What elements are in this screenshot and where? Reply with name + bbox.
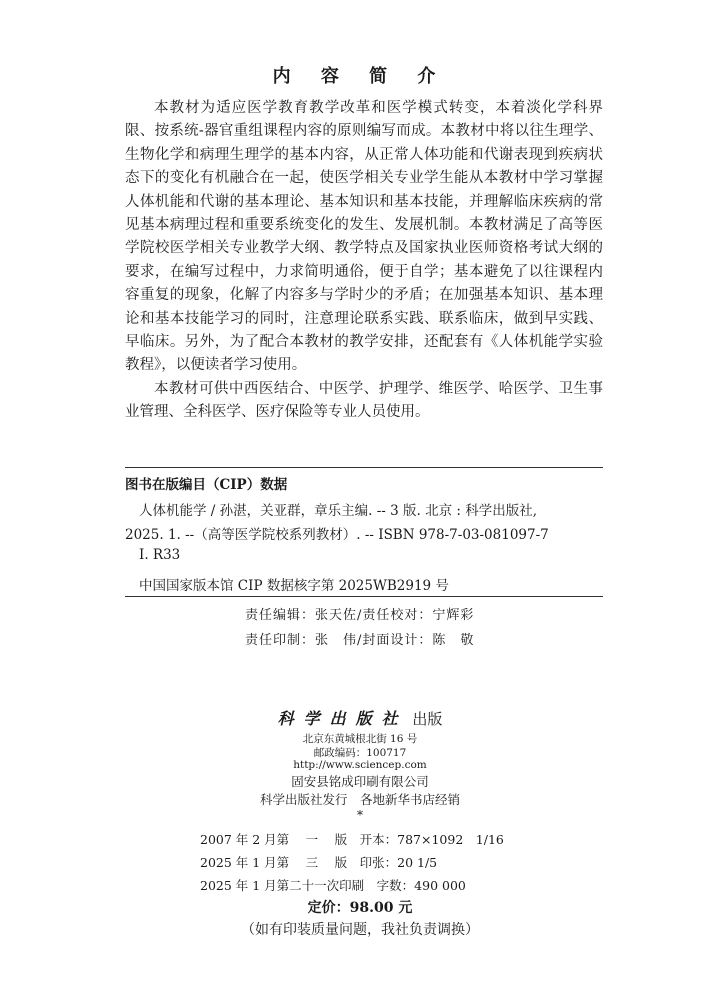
edition-line-1: 2007 年 2 月第 一 版 开本：787×1092 1/16 [200, 832, 504, 847]
publisher-postcode: 邮政编码：100717 [313, 747, 407, 759]
cip-line-1: 人体机能学 / 孙湛，关亚群，章乐主编. -- 3 版. 北京 : 科学出版社, [139, 503, 538, 519]
publisher-address: 北京东黄城根北街 16 号 [302, 733, 418, 745]
quality-notice: （如有印装质量问题，我社负责调换） [241, 922, 479, 938]
edition-line-3: 2025 年 1 月第二十一次印刷 字数：490 000 [200, 878, 466, 893]
intro-title: 内 容 简 介 [272, 66, 448, 87]
cip-data-number: 中国国家版本馆 CIP 数据核字第 2025WB2919 号 [139, 578, 449, 594]
cip-bottom-rule [125, 596, 603, 597]
printer-name: 固安县铭成印刷有限公司 [291, 774, 429, 789]
edition-line-2: 2025 年 1 月第 三 版 印张：20 1/5 [200, 855, 438, 870]
distribution-line: 科学出版社发行 各地新华书店经销 [259, 792, 460, 807]
publisher-website: http://www.sciencep.com [293, 759, 427, 771]
cip-top-rule [125, 467, 603, 468]
staff-printing-design: 责任印制：张 伟/封面设计：陈 敬 [245, 633, 475, 648]
staff-editors: 责任编辑：张天佐/责任校对：宁辉彩 [245, 608, 475, 623]
separator-star: * [357, 808, 363, 822]
cip-line-2: 2025. 1. --（高等医学院校系列教材）. -- ISBN 978-7-03-081097-7 [125, 527, 549, 543]
price: 定价：98.00 元 [307, 900, 413, 916]
publisher-suffix: 出版 [412, 710, 443, 728]
intro-paragraph-1: 本教材为适应医学教育教学改革和医学模式转变，本着淡化学科界限、按系统-器官重组课程内容的原则编写而成。本教材中将以往生理学、生物化学和病理生理学的基本内容，从正常人体功能和代谢表现到疾病状态下的变化有机融合在一起，使医学相关专业学生能从本教材中学习掌握人体机能和代谢的基本理论、基本知识和基本技能，并理解临床疾病的常见基本病理过程和重要系统变化的发生、发展机制。本教材满足了高等医学院校医学相关专业教学大纲、教学特点及国家执业医师资格考试大纲的要求，在编写过程中，力求简明通俗，便于自学；基本避免了以往课程内容重复的现象，化解了内容多与学时少的矛盾；在加强基本知识、基本理论和基本技能学习的同时，注意理论联系实践、联系临床，做到早实践、早临床。另外，为了配合本教材的教学安排，还配套有《人体机能学实验教程》，以便读者学习使用。 [125, 100, 603, 374]
publisher-line [0, 706, 720, 729]
cip-line-3: Ⅰ. R33 [139, 547, 181, 563]
cip-heading: 图书在版编目（CIP）数据 [125, 477, 288, 493]
publisher-name: 科学出版社 [277, 709, 408, 728]
intro-text [125, 97, 603, 425]
intro-paragraph-2: 本教材可供中西医结合、中医学、护理学、维医学、哈医学、卫生事业管理、全科医学、医疗保险等专业人员使用。 [125, 380, 603, 421]
